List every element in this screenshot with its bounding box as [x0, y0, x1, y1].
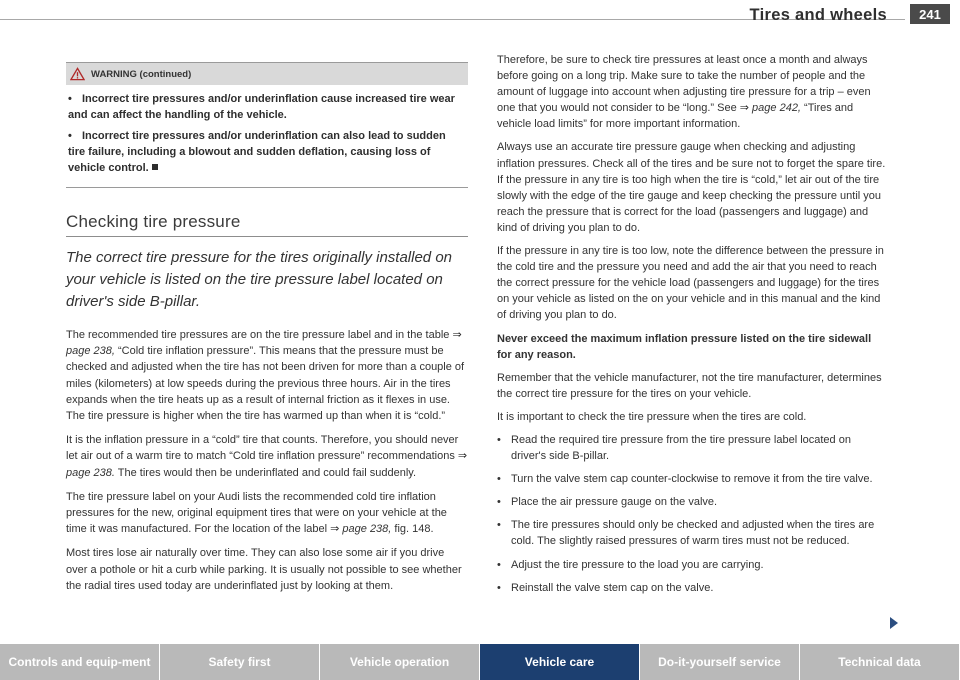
nav-tab-diy-service[interactable]: Do-it-yourself service: [640, 644, 800, 680]
warning-item: • Incorrect tire pressures and/or underinflation cause increased tire wear and can affect the handling of the vehicle.: [68, 93, 455, 121]
paragraph: Therefore, be sure to check tire pressures at least once a month and always before going on a long trip. Make sure to take the number of people and the amount of luggage into account when adjusting tire pressure for a trip – even one that you would not consider to be “long.” See ⇒ page 242, “Tires and vehicle load limits” for more important information.: [497, 54, 871, 131]
chapter-nav: [0, 644, 960, 680]
paragraph: It is important to check the tire pressure when the tires are cold.: [497, 410, 807, 423]
page-reference-link[interactable]: ⇒ page 242,: [739, 102, 801, 115]
nav-tab-safety[interactable]: Safety first: [160, 644, 320, 680]
page-reference-link[interactable]: ⇒ page 238.: [66, 450, 468, 479]
paragraph: Most tires lose air naturally over time. They can also lose some air if you drive over a pothole or hit a curb while parking. It is usually not possible to see whether the radial tires used today are underinflated just by looking at them.: [66, 547, 462, 592]
continue-arrow-icon: [890, 617, 898, 629]
left-column: [66, 62, 468, 602]
paragraph: The recommended tire pressures are on the tire pressure label and in the table ⇒ page 238, “Cold tire inflation pressure”. This means that the pressure must be checked and adjusted when the tire has not been driven for more than a couple of miles (kilometers) at low speeds during the previous three hours. Air in the tires expands when the tire heats up as a result of internal friction as it flexes in use. The tire pressure is higher when the tire has warmed up than when it is “cold.”: [66, 329, 465, 423]
warning-box: [66, 62, 468, 188]
step-item: • Turn the valve stem cap counter-clockwise to remove it from the tire valve.: [497, 473, 873, 486]
page-reference-link[interactable]: ⇒ page 238,: [66, 329, 462, 358]
warning-label: WARNING (continued): [91, 68, 192, 80]
paragraph: Remember that the vehicle manufacturer, not the tire manufacturer, determines the correct tire pressure for the tires on your vehicle.: [497, 371, 882, 400]
step-item: • Read the required tire pressure from the tire pressure label located on driver's side B-pillar.: [497, 433, 851, 463]
nav-tab-technical-data[interactable]: Technical data: [800, 644, 960, 680]
chapter-title: Tires and wheels: [749, 6, 887, 24]
warning-item: • Incorrect tire pressures and/or underinflation can also lead to sudden tire failure, including a blowout and sudden deflation, causing loss of vehicle control.: [68, 130, 446, 174]
paragraph: It is the inflation pressure in a “cold” tire that counts. Therefore, you should never let air out of a warm tire to match “Cold tire inflation pressure” recommendations ⇒ page 238. The tires would then be underinflated and could fail suddenly.: [66, 434, 468, 479]
left-body-text: [66, 327, 468, 594]
section-heading: Checking tire pressure: [66, 212, 468, 237]
nav-tab-vehicle-operation[interactable]: Vehicle operation: [320, 644, 480, 680]
paragraph: The tire pressure label on your Audi lists the recommended cold tire inflation pressures for the new, original equipment tires that were on your vehicle at the time it was manufactured. For the location of the label ⇒ page 238, fig. 148.: [66, 490, 447, 536]
section-intro: The correct tire pressure for the tires originally installed on your vehicle is listed on the tire pressure label located on driver's side B-pillar.: [66, 249, 453, 310]
warning-triangle-icon: [70, 67, 85, 81]
bold-notice: Never exceed the maximum inflation pressure listed on the tire sidewall for any reason.: [497, 332, 872, 361]
paragraph: Always use an accurate tire pressure gauge when checking and adjusting inflation pressures. Check all of the tires and be sure not to forget the spare tire. If the pressure in any tire is too high when the tire is “cold,” let air out of the tire slowly with the edge of the tire gauge and keep checking the pressure until you reach the pressure that is correct for the load (passengers and luggage) and kind of driving you plan to do.: [497, 141, 886, 234]
end-of-section-icon: [152, 164, 158, 170]
step-item: • Place the air pressure gauge on the valve.: [497, 496, 718, 509]
page-reference-link[interactable]: ⇒ page 238,: [330, 523, 392, 536]
right-column: [497, 52, 887, 603]
warning-header: [66, 63, 468, 85]
nav-tab-vehicle-care[interactable]: Vehicle care: [480, 644, 640, 680]
page-number: 241: [910, 4, 950, 24]
warning-body: [66, 85, 468, 187]
step-item: • Adjust the tire pressure to the load you are carrying.: [497, 558, 764, 571]
nav-tab-controls[interactable]: Controls and equip-ment: [0, 644, 160, 680]
paragraph: If the pressure in any tire is too low, note the difference between the pressure in the cold tire and the pressure you need and add the air that you need to reach the correct pressure for the vehicle load (passengers and luggage) for the tires on your vehicle as listed on the on your vehicle and in this manual and the kind of driving you plan to do.: [497, 245, 884, 322]
step-item: • Reinstall the valve stem cap on the valve.: [497, 581, 714, 594]
step-item: • The tire pressures should only be checked and adjusted when the tires are cold. The slightly raised pressures of warm tires must not be reduced.: [497, 519, 875, 548]
